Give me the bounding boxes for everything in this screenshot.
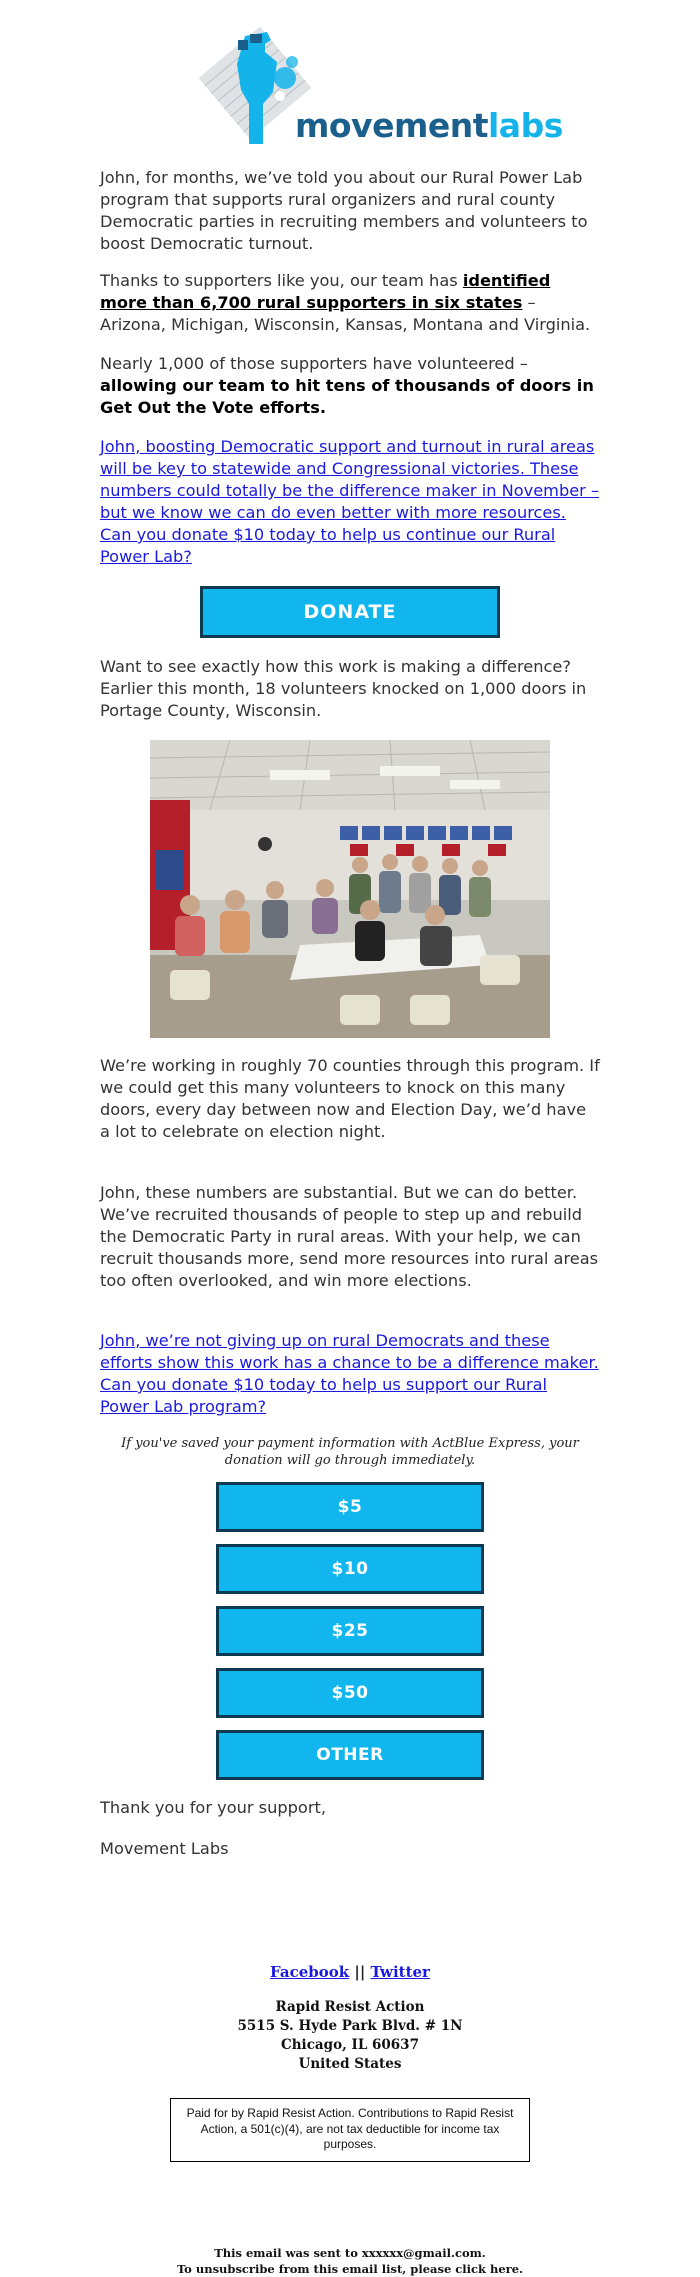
actblue-express-note: If you've saved your payment information with ActBlue Express, your donation will go through immediately. (121, 1436, 579, 1468)
donate-other-button[interactable]: OTHER (216, 1730, 484, 1780)
supporters-highlight: identified more than 6,700 rural supporters in six states (100, 271, 551, 312)
sent-to-text: This email was sent to xxxxxx@gmail.com. (214, 2246, 486, 2260)
numbers-paragraph: John, these numbers are substantial. But we can do better. We’ve recruited thousands of people to step up and rebuild the Democratic Party in rural areas. With your help, we can recruit thousands more, send more resources into rural areas too often overlooked, and win more elections. (100, 1183, 599, 1290)
org-name: Rapid Resist Action (275, 1999, 425, 2015)
donate-50-button[interactable]: $50 (216, 1668, 484, 1718)
intro-paragraph: John, for months, we’ve told you about our Rural Power Lab program that supports rural organizers and rural county Democratic parties in recruiting members and volunteers to boost Democratic turnout. (100, 168, 588, 253)
volunteers-paragraph (100, 353, 600, 419)
volunteers-photo (150, 740, 550, 1038)
movement-labs-logo (190, 18, 563, 150)
unsubscribe-link[interactable]: To unsubscribe from this email list, please click here. (176, 2262, 524, 2276)
logo-wordmark (295, 106, 563, 145)
donate-button[interactable]: DONATE (200, 586, 500, 638)
states-text: – Arizona, Michigan, Wisconsin, Kansas, Montana and Virginia. (100, 293, 591, 334)
counties-paragraph: We’re working in roughly 70 counties through this program. If we could get this many volunteers to knock on this many doors, every day between now and Election Day, we’d have a lot to celebrate on election night. (100, 1056, 600, 1141)
paid-for-disclaimer: Paid for by Rapid Resist Action. Contributions to Rapid Resist Action, a 501(c)(4), are not tax deductible for income tax purposes. (170, 2098, 530, 2162)
donate-25-button[interactable]: $25 (216, 1606, 484, 1656)
facebook-link[interactable]: Facebook (270, 1963, 350, 1981)
logo-word-labs: labs (488, 106, 563, 145)
thank-you-text: Thank you for your support, (100, 1798, 326, 1817)
social-links (0, 1963, 700, 1981)
mailing-address (0, 1998, 700, 2074)
street-address: 5515 S. Hyde Park Blvd. # 1N (237, 2018, 463, 2034)
signature-text: Movement Labs (100, 1839, 229, 1858)
twitter-link[interactable]: Twitter (370, 1963, 430, 1981)
donate-appeal-link-2[interactable]: John, we’re not giving up on rural Democrats and these efforts show this work has a chance to be a difference maker. Can you donate $10 today to help us support our Rural Power Lab program? (100, 1331, 599, 1416)
city-state-zip: Chicago, IL 60637 (281, 2037, 419, 2053)
social-separator: || (354, 1963, 366, 1981)
email-footer (0, 2245, 700, 2277)
portage-county-paragraph: Want to see exactly how this work is making a difference? Earlier this month, 18 volunteers knocked on 1,000 doors in Portage County, Wisconsin. (100, 657, 587, 720)
supporters-text: Thanks to supporters like you, our team has (100, 271, 463, 290)
supporters-paragraph (100, 270, 600, 336)
donate-appeal-link-1[interactable]: John, boosting Democratic support and turnout in rural areas will be key to statewide and Congressional victories. These numbers could totally be the difference maker in November – but we know we can do even better with more resources. Can you donate $10 today to help us continue our Rural Power Lab? (100, 437, 600, 566)
logo-word-movement: movement (295, 106, 488, 145)
donate-10-button[interactable]: $10 (216, 1544, 484, 1594)
donate-5-button[interactable]: $5 (216, 1482, 484, 1532)
volunteers-highlight: allowing our team to hit tens of thousands of doors in Get Out the Vote efforts. (100, 376, 594, 417)
volunteers-text: Nearly 1,000 of those supporters have volunteered – (100, 354, 528, 373)
country: United States (298, 2056, 402, 2072)
